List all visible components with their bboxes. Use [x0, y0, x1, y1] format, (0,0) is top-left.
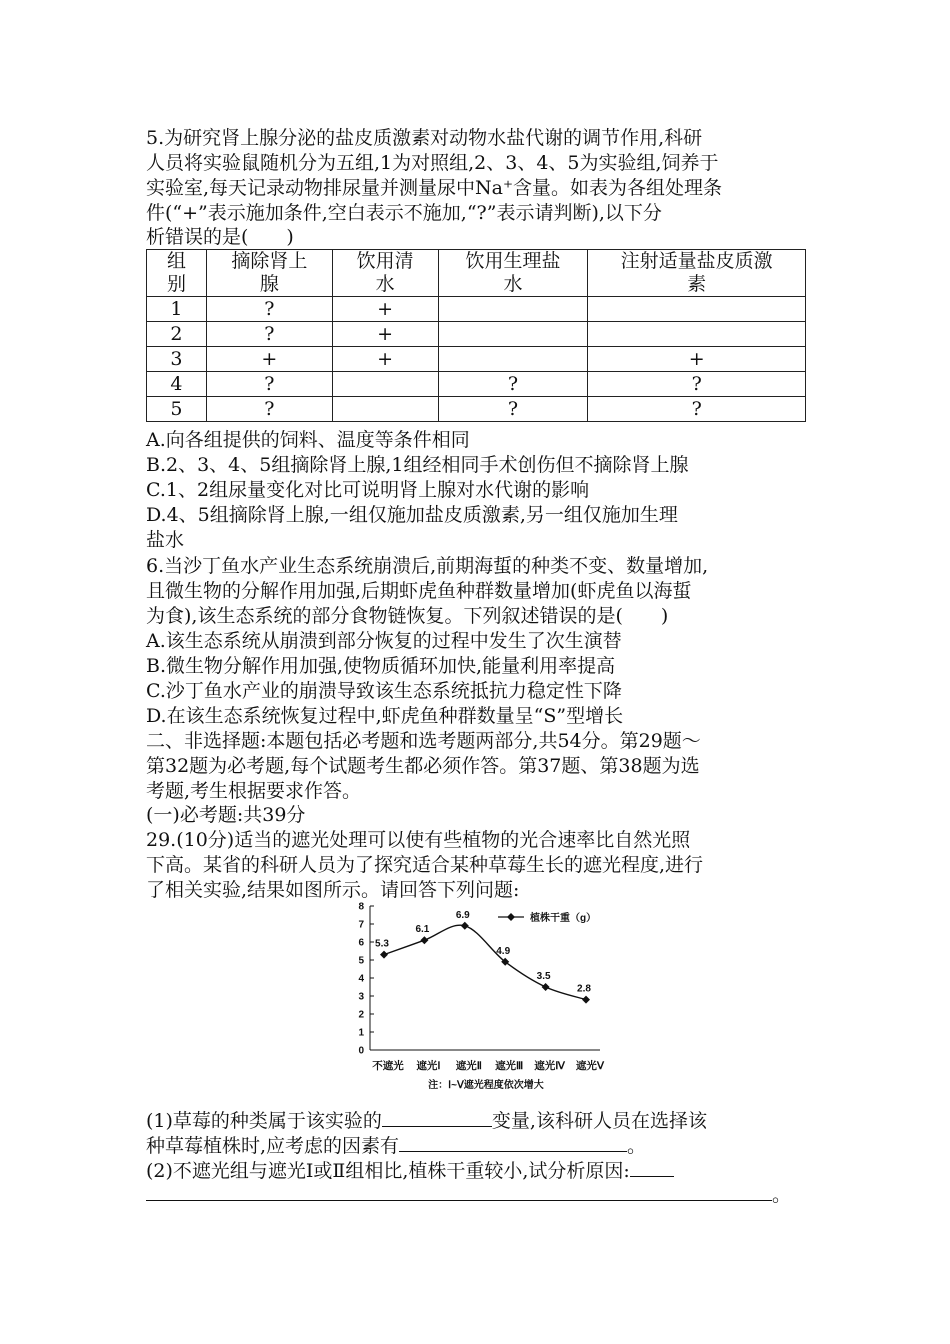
- table-cell: [438, 322, 588, 347]
- data-point: [420, 936, 428, 944]
- y-tick-label: 8: [358, 901, 364, 913]
- data-point: [582, 996, 590, 1004]
- q5-stem-line: 件(“+”表示施加条件,空白表示不施加,“?”表示请判断),以下分: [146, 202, 662, 224]
- y-tick-label: 4: [358, 973, 364, 985]
- q5-option-d: D.4、5组摘除肾上腺,一组仅施加盐皮质激素,另一组仅施加生理: [146, 504, 678, 526]
- q6-stem-line: 为食),该生态系统的部分食物链恢复。下列叙述错误的是( ): [146, 605, 669, 627]
- y-tick-label: 0: [358, 1045, 364, 1057]
- table-row: [147, 297, 806, 322]
- legend-marker: [507, 913, 515, 921]
- table-row: [147, 397, 806, 422]
- table-cell: +: [588, 347, 806, 372]
- section2-line: 二、非选择题:本题包括必考题和选考题两部分,共54分。第29题～: [146, 730, 701, 752]
- data-label: 2.8: [577, 983, 591, 995]
- table-header-cell: 注射适量盐皮质激 素: [588, 250, 806, 297]
- table-cell: 3: [147, 347, 207, 372]
- data-point: [461, 922, 469, 930]
- q5-stem-line: 析错误的是( ): [146, 226, 294, 248]
- table-header-row: [147, 250, 806, 297]
- table-header-cell: 饮用清 水: [332, 250, 438, 297]
- table-cell: [438, 297, 588, 322]
- section2-line: 考题,考生根据要求作答。: [146, 780, 362, 802]
- data-label: 3.5: [536, 971, 551, 982]
- q29-sub1-line2: [146, 1131, 646, 1159]
- table-cell: 2: [147, 322, 207, 347]
- data-label: 6.9: [455, 909, 470, 921]
- table-header-cell: 组 别: [147, 250, 207, 297]
- q5-option-c: C.1、2组尿量变化对比可说明肾上腺对水代谢的影响: [146, 479, 590, 501]
- q29-sub2-line2: [146, 1180, 791, 1208]
- answer-blank-reason-start[interactable]: [630, 1156, 674, 1177]
- section2-line: 第32题为必考题,每个试题考生都必须作答。第37题、第38题为选: [146, 755, 700, 777]
- y-tick-label: 7: [358, 919, 364, 931]
- q29-stem-line: 下高。某省的科研人员为了探究适合某种草莓生长的遮光程度,进行: [146, 854, 704, 876]
- table-cell: ?: [588, 397, 806, 422]
- q29-stem-line: 29.(10分)适当的遮光处理可以使有些植物的光合速率比自然光照: [146, 829, 691, 851]
- q5-stem-line: 5.为研究肾上腺分泌的盐皮质激素对动物水盐代谢的调节作用,科研: [146, 127, 703, 149]
- table-cell: +: [206, 347, 332, 372]
- q6-option-d: D.在该生态系统恢复过程中,虾虎鱼种群数量呈“S”型增长: [146, 705, 624, 727]
- table-cell: [332, 397, 438, 422]
- x-tick-label: 遮光Ⅳ: [534, 1060, 565, 1072]
- table-cell: +: [332, 297, 438, 322]
- q29-sub1-text-b: 变量,该科研人员在选择该: [491, 1110, 707, 1132]
- table-cell: [332, 372, 438, 397]
- data-point: [542, 983, 550, 991]
- chart-note: 注：Ⅰ~Ⅴ遮光程度依次增大: [428, 1080, 544, 1091]
- table-row: [147, 372, 806, 397]
- series-line: [384, 925, 586, 999]
- answer-blank-variable[interactable]: [382, 1106, 492, 1127]
- q6-stem-line: 6.当沙丁鱼水产业生态系统崩溃后,前期海蜇的种类不变、数量增加,: [146, 555, 709, 577]
- table-header-cell: 摘除肾上 腺: [206, 250, 332, 297]
- data-label: 4.9: [496, 945, 511, 957]
- table-cell: ?: [206, 297, 332, 322]
- section2-sub-heading: (一)必考题:共39分: [146, 804, 306, 826]
- q5-table: [146, 249, 806, 422]
- q6-stem-line: 且微生物的分解作用加强,后期虾虎鱼种群数量增加(虾虎鱼以海蜇: [146, 580, 692, 602]
- table-cell: [588, 297, 806, 322]
- q29-sub1-line1: [146, 1106, 707, 1134]
- legend-label: 植株干重（g）: [530, 913, 597, 924]
- x-tick-label: 遮光Ⅱ: [455, 1060, 482, 1072]
- y-tick-label: 5: [358, 955, 364, 967]
- q29-sub1-text-c: 种草莓植株时,应考虑的因素有: [146, 1135, 400, 1157]
- q29-sub1-end: 。: [627, 1135, 647, 1157]
- table-row: [147, 322, 806, 347]
- table-cell: ?: [206, 397, 332, 422]
- data-point: [380, 951, 388, 959]
- answer-blank-factors[interactable]: [399, 1131, 627, 1152]
- q6-option-c: C.沙丁鱼水产业的崩溃导致该生态系统抵抗力稳定性下降: [146, 680, 622, 702]
- table-cell: 5: [147, 397, 207, 422]
- q5-stem-line: 人员将实验鼠随机分为五组,1为对照组,2、3、4、5为实验组,饲养于: [146, 152, 719, 174]
- table-cell: [588, 322, 806, 347]
- y-tick-label: 1: [358, 1027, 364, 1039]
- data-label: 6.1: [415, 924, 430, 936]
- q5-option-d-cont: 盐水: [146, 529, 185, 551]
- table-cell: 1: [147, 297, 207, 322]
- table-cell: 4: [147, 372, 207, 397]
- table-cell: +: [332, 347, 438, 372]
- y-tick-label: 3: [358, 991, 364, 1003]
- table-cell: ?: [588, 372, 806, 397]
- table-header-cell: 饮用生理盐 水: [438, 250, 588, 297]
- q6-option-a: A.该生态系统从崩溃到部分恢复的过程中发生了次生演替: [146, 630, 622, 652]
- table-row: [147, 347, 806, 372]
- y-tick-label: 2: [358, 1009, 364, 1021]
- q29-sub2-end: 。: [772, 1184, 792, 1206]
- answer-blank-reason[interactable]: [146, 1180, 772, 1201]
- q5-option-b: B.2、3、4、5组摘除肾上腺,1组经相同手术创伤但不摘除肾上腺: [146, 454, 689, 476]
- table-cell: ?: [206, 322, 332, 347]
- table-cell: +: [332, 322, 438, 347]
- x-tick-label: 遮光Ⅴ: [575, 1060, 605, 1072]
- dry-weight-line-chart: [338, 898, 618, 1094]
- x-tick-label: 不遮光: [372, 1060, 404, 1072]
- x-tick-label: 遮光Ⅰ: [416, 1060, 441, 1072]
- q29-stem-line: 了相关实验,结果如图所示。请回答下列问题:: [146, 879, 520, 901]
- q6-option-b: B.微生物分解作用加强,使物质循环加快,能量利用率提高: [146, 655, 616, 677]
- q29-sub1-text-a: (1)草莓的种类属于该实验的: [146, 1110, 382, 1132]
- table-cell: ?: [438, 397, 588, 422]
- table-cell: ?: [438, 372, 588, 397]
- x-tick-label: 遮光Ⅲ: [495, 1060, 524, 1072]
- q29-sub2-text-a: (2)不遮光组与遮光Ⅰ或Ⅱ组相比,植株干重较小,试分析原因:: [146, 1160, 630, 1182]
- table-cell: ?: [206, 372, 332, 397]
- y-tick-label: 6: [358, 937, 364, 949]
- q5-option-a: A.向各组提供的饲料、温度等条件相同: [146, 429, 470, 451]
- table-cell: [438, 347, 588, 372]
- q5-stem-line: 实验室,每天记录动物排尿量并测量尿中Na⁺含量。如表为各组处理条: [146, 177, 723, 199]
- data-label: 5.3: [375, 938, 389, 950]
